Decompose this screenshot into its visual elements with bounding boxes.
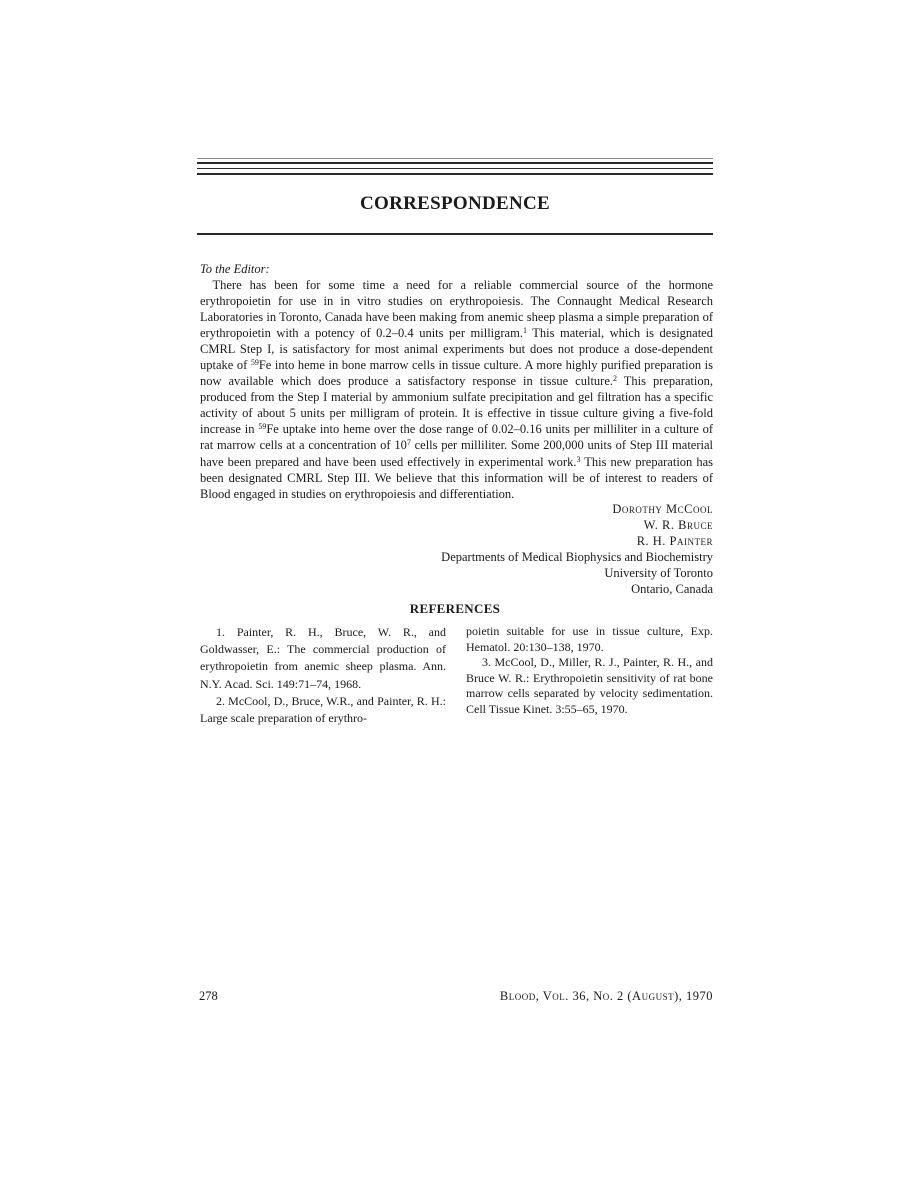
reference-entry: 3. McCool, D., Miller, R. J., Painter, R. H., and Bruce W. R.: Erythropoietin sensitivity of rat bone marrow cells separated by velocity sedimentation. Cell Tissue Kinet. 3:55–65, 1970. [466, 655, 713, 716]
body-text-segment: Fe into heme in bone marrow cells in tissue culture. A more highly purified preparation is now available which does produce a satisfactory response in tissue culture. [200, 358, 713, 389]
header-rule-thin [197, 158, 713, 159]
exponent-superscript: 7 [406, 438, 411, 448]
body-text-segment: This new preparation has been designated CMRL Step III. We believe that this information will be of interest to readers of Blood engaged in studies on erythropoiesis and differentiation. [200, 454, 714, 501]
letter-body [200, 277, 713, 502]
signatory-name: R. H. Painter [636, 534, 713, 548]
affiliation-line: University of Toronto [604, 566, 713, 580]
body-text-segment: This preparation, produced from the Step I material by ammonium sulfate precipitation and gel filtration has a specific activity of about 5 units per milligram of protein. It is effective in tissue culture giving a five-fold increase in [200, 374, 713, 437]
body-text-segment: cells per milliliter. Some 200,000 units of Step III material have been prepared and have been used effectively in experimental work. [200, 438, 714, 469]
references-left-column [200, 624, 446, 727]
reference-entry: 1. Painter, R. H., Bruce, W. R., and Goldwasser, E.: The commercial production of erythropoietin from anemic sheep plasma. Ann. N.Y. Acad. Sci. 149:71–74, 1968. [200, 625, 446, 691]
page-number: 278 [199, 989, 218, 1003]
isotope-superscript: 59 [250, 358, 259, 368]
references-heading: REFERENCES [409, 601, 501, 616]
citation-marker: 3 [576, 454, 581, 464]
reference-entry-continuation: poietin suitable for use in tissue culture, Exp. Hematol. 20:130–138, 1970. [466, 624, 713, 654]
references-right-column [466, 624, 713, 718]
body-text-segment: Fe uptake into heme over the dose range of 0.02–0.16 units per milliliter in a culture of rat marrow cells at a concentration of 10 [200, 422, 713, 453]
citation-marker: 1 [522, 326, 527, 336]
letter-salutation: To the Editor: [200, 262, 270, 276]
body-text-segment: This material, which is designated CMRL Step I, is satisfactory for most animal experiments but does not produce a dose-dependent uptake of [200, 326, 713, 373]
title-rule [197, 233, 713, 235]
signatory-name: W. R. Bruce [643, 518, 713, 532]
header-rule [197, 162, 713, 164]
citation-marker: 2 [613, 374, 617, 384]
isotope-superscript: 59 [258, 422, 267, 432]
section-title: CORRESPONDENCE [360, 193, 550, 214]
affiliation-line: Ontario, Canada [631, 582, 713, 596]
signatory-name: Dorothy McCool [612, 502, 713, 516]
affiliation-line: Departments of Medical Biophysics and Biochemistry [441, 550, 713, 564]
body-text-segment: There has been for some time a need for a reliable commercial source of the hormone erythropoietin for use in in vitro studies on erythropoiesis. The Connaught Medical Research Laboratories in Toronto, Canada have been making from anemic sheep plasma a simple preparation of erythropoietin with a potency of 0.2–0.4 units per milligram. [200, 278, 713, 341]
journal-citation: Blood, Vol. 36, No. 2 (August), 1970 [499, 989, 713, 1003]
header-rule [197, 173, 713, 175]
header-rule [197, 168, 713, 169]
reference-entry: 2. McCool, D., Bruce, W.R., and Painter, R. H.: Large scale preparation of erythro- [200, 693, 446, 726]
